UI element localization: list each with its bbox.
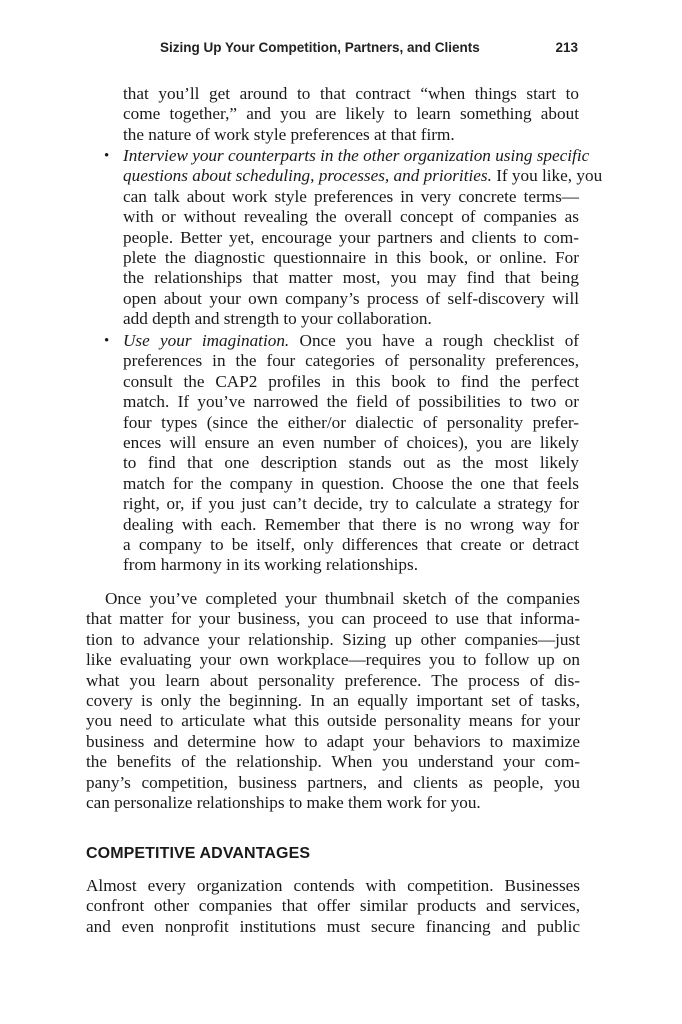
italic-lead: questions about scheduling, processes, and priorities. — [123, 166, 492, 186]
text-line: covery is only the beginning. In an equally important set of tasks, — [86, 690, 580, 710]
text-line: from harmony in its working relationships. — [123, 555, 419, 575]
text-line — [123, 331, 579, 351]
text-line: preferences in the four categories of personality preferences, — [123, 351, 579, 371]
text-line: you need to articulate what this outside personality means for your — [86, 711, 580, 731]
text-line: pany’s competition, business partners, and clients as people, you — [86, 772, 580, 792]
bullet-marker: • — [104, 148, 110, 164]
text-line: and even nonprofit institutions must secure financing and public — [86, 916, 580, 936]
text-line: the benefits of the relationship. When you understand your com- — [86, 752, 580, 772]
text-line: tion to advance your relationship. Sizing up other companies—just — [86, 629, 580, 649]
italic-lead: Interview your counterparts in the other organization using specific — [123, 146, 590, 165]
text-line: what you learn about personality preference. The process of dis- — [86, 670, 580, 690]
running-head — [86, 40, 580, 60]
text-line: come together,” and you are likely to learn something about — [123, 104, 579, 124]
bullet-continuation — [123, 84, 579, 145]
text-line: Almost every organization contends with competition. Businesses — [86, 876, 580, 895]
section-paragraph — [86, 876, 580, 937]
bullet-item-interview — [123, 146, 603, 330]
text-line: confront other companies that offer similar products and services, — [86, 896, 580, 916]
bullet-marker: • — [104, 333, 110, 349]
bullet-item-imagination — [123, 331, 579, 576]
section-heading: COMPETITIVE ADVANTAGES — [86, 845, 311, 862]
text-line: open about your own company’s process of self-discovery will — [123, 288, 579, 308]
text-line: people. Better yet, encourage your partners and clients to com- — [123, 227, 579, 247]
text-line: match for the company in question. Choose the one that feels — [123, 473, 579, 493]
text-line: ences will ensure an even number of choices), you are likely — [123, 432, 579, 452]
body-paragraph — [86, 589, 580, 813]
text-line: dealing with each. Remember that there is no wrong way for — [123, 514, 579, 534]
text-line: can talk about work style preferences in very concrete terms— — [123, 186, 579, 206]
text-line: that matter for your business, you can proceed to use that informa- — [86, 609, 580, 629]
text-run: If you like, you — [491, 166, 603, 186]
text-line — [123, 166, 603, 186]
text-line: the relationships that matter most, you may find that being — [123, 268, 579, 288]
text-line: a company to be itself, only differences that create or detract — [123, 534, 579, 554]
text-line: consult the CAP2 profiles in this book to find the perfect — [123, 371, 579, 391]
page-number: 213 — [555, 40, 578, 55]
text-line: can personalize relationships to make them work for you. — [86, 792, 481, 812]
text-line: match. If you’ve narrowed the field of possibilities to two or — [123, 392, 579, 412]
text-line: like evaluating your own workplace—requires you to follow up on — [86, 650, 580, 670]
text-line: that you’ll get around to that contract “when things start to — [123, 84, 579, 103]
italic-lead: Use your imagination. — [123, 331, 290, 350]
text-line: plete the diagnostic questionnaire in this book, or online. For — [123, 247, 579, 267]
text-line: to find that one description stands out as the most likely — [123, 453, 579, 473]
text-line: Once you’ve completed your thumbnail sketch of the companies — [105, 589, 580, 608]
text-line: the nature of work style preferences at that firm. — [123, 124, 455, 144]
text-run: Once you have a rough checklist of — [289, 331, 580, 350]
running-head-title: Sizing Up Your Competition, Partners, and Clients — [160, 40, 480, 55]
text-line: right, or, if you just can’t decide, try to calculate a strategy for — [123, 494, 579, 514]
text-line: four types (since the either/or dialectic of personality prefer- — [123, 412, 579, 432]
text-line: with or without revealing the overall concept of companies as — [123, 207, 579, 227]
text-line: business and determine how to adapt your behaviors to maximize — [86, 731, 580, 751]
text-line: add depth and strength to your collaboration. — [123, 309, 432, 329]
text-line — [123, 146, 590, 166]
